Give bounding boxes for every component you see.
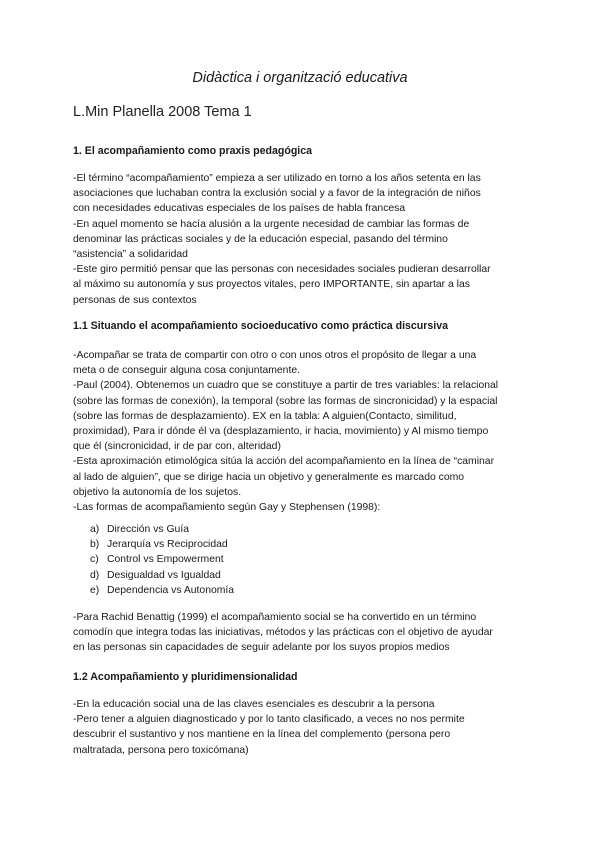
section-paragraph [73, 348, 543, 515]
paragraph-line: descubrir el sustantivo y nos mantiene en la línea del complemento (persona pero [73, 729, 451, 741]
list-item [90, 568, 234, 583]
paragraph-line: objetivo la autonomía de los sujetos. [73, 486, 242, 498]
paragraph-line: -Acompañar se trata de compartir con otro o con unos otros el propósito de llegar a una [73, 350, 477, 361]
paragraph-line: meta o de conseguir alguna cosa conjuntamente. [73, 365, 301, 377]
list-marker: d) [90, 569, 100, 581]
paragraph-line: que él (sincronicidad, ir de par con, alteridad) [73, 441, 281, 453]
list-item [90, 522, 234, 537]
paragraph-line: comodín que integra todas las iniciativas, métodos y las prácticas con el objetivo de ayudar [73, 627, 493, 639]
paragraph-line: -En aquel momento se hacía alusión a la urgente necesidad de cambiar las formas de [73, 218, 470, 230]
section-heading: 1.2 Acompañamiento y pluridimensionalidad [73, 671, 298, 683]
document-subtitle: L.Min Planella 2008 Tema 1 [73, 104, 252, 120]
section-paragraph [73, 610, 543, 656]
section-paragraph [73, 697, 543, 758]
list-marker: e) [90, 584, 100, 596]
paragraph-line: (sobre las formas de desplazamiento). EX en la tabla: A alguien(Contacto, similitud, [73, 410, 457, 422]
paragraph-line: con necesidades educativas especiales de los países de habla francesa [73, 203, 406, 215]
list-item-text: Dirección vs Guía [107, 524, 189, 535]
list-item-text: Control vs Empowerment [107, 554, 224, 566]
paragraph-line: “asistencia” a solidaridad [73, 249, 188, 261]
paragraph-line: -El término “acompañamiento” empieza a ser utilizado en torno a los años setenta en las [73, 173, 481, 184]
list-marker: a) [90, 524, 100, 535]
list-item [90, 552, 234, 567]
paragraph-line: -Esta aproximación etimológica sitúa la acción del acompañamiento en la línea de “caminar [73, 456, 495, 468]
paragraph-line: (sobre las formas de conexión), la temporal (sobre las formas de sincronicidad) y la espacial [73, 395, 498, 407]
paragraph-line: -En la educación social una de las claves esenciales es descubrir a la persona [73, 699, 435, 710]
list-item-text: Dependencia vs Autonomía [107, 584, 235, 596]
section-heading: 1.1 Situando el acompañamiento socioeducativo como práctica discursiva [73, 320, 449, 332]
document-title: Didàctica i organització educativa [192, 70, 408, 86]
section-heading: 1. El acompañamiento como praxis pedagógica [73, 145, 313, 157]
paragraph-line: -Las formas de acompañamiento según Gay y Stephensen (1998): [73, 502, 381, 514]
paragraph-line: proximidad), Para ir dónde él va (desplazamiento, ir hacia, movimiento) y Al mismo tiempo [73, 426, 489, 438]
paragraph-line: maltratada, persona pero toxicómana) [73, 744, 249, 756]
list-item [90, 537, 234, 552]
paragraph-line: asociaciones que luchaban contra la exclusión social y a favor de la integración de niños [73, 188, 481, 200]
list-marker: b) [90, 539, 100, 551]
list-item-text: Jerarquía vs Reciprocidad [107, 539, 228, 551]
list-item-text: Desigualdad vs Igualdad [107, 569, 221, 581]
ordered-list [90, 522, 234, 598]
paragraph-line: en las personas sin capacidades de seguir adelante por los suyos propios medios [73, 642, 450, 654]
paragraph-line: denominar las prácticas sociales y de la educación especial, pasando del término [73, 233, 448, 245]
paragraph-line: -Este giro permitió pensar que las personas con necesidades sociales pudieran desarrollar [73, 264, 491, 276]
paragraph-line: al lado de alguien”, que se dirige hacia un objetivo y generalmente es marcado como [73, 471, 465, 483]
paragraph-line: al máximo su autonomía y sus proyectos vitales, pero IMPORTANTE, sin apartar a las [73, 279, 470, 291]
list-marker: c) [90, 554, 99, 566]
section-paragraph [73, 171, 543, 308]
paragraph-line: personas de sus contextos [73, 294, 197, 306]
list-item [90, 583, 234, 598]
paragraph-line: -Paul (2004). Obtenemos un cuadro que se constituye a partir de tres variables: la relacional [73, 380, 499, 392]
paragraph-line: -Para Rachid Benattig (1999) el acompañamiento social se ha convertido en un término [73, 612, 477, 623]
paragraph-line: -Pero tener a alguien diagnosticado y por lo tanto clasificado, a veces no nos permite [73, 714, 465, 726]
